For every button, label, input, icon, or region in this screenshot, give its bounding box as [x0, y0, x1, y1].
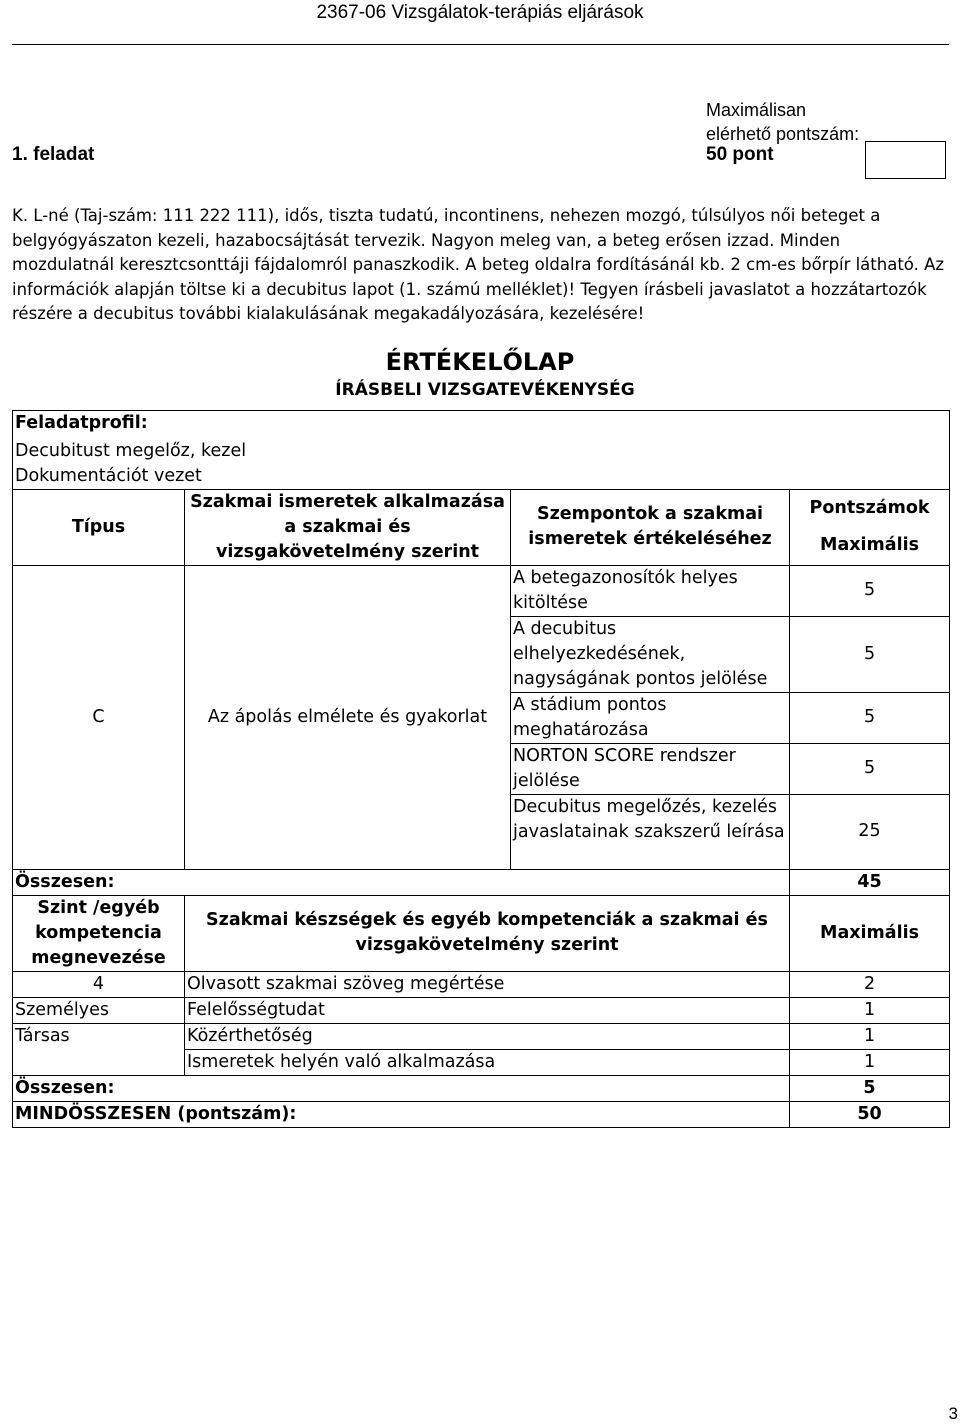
criteria-text: A stádium pontos meghatározása — [511, 692, 790, 743]
criteria-row — [13, 565, 950, 616]
knowledge-value: Az ápolás elmélete és gyakorlat — [185, 565, 511, 869]
profile-line: Dokumentációt vezet — [13, 464, 950, 490]
level-header: Szint /egyéb kompetencia megnevezése — [13, 895, 185, 971]
profile-label: Feladatprofil: — [13, 411, 950, 439]
criteria-points: 5 — [790, 743, 950, 794]
skills-max-header: Maximális — [790, 895, 950, 971]
task-label: 1. feladat — [12, 144, 95, 165]
skill-row — [13, 1023, 950, 1049]
knowledge-header: Szakmai ismeretek alkalmazása a szakmai és vizsgakövetelmény szerint — [185, 489, 511, 565]
criteria-points: 5 — [790, 616, 950, 692]
header-divider — [12, 44, 949, 45]
skill-row — [13, 997, 950, 1023]
points-header: Pontszámok — [790, 489, 950, 527]
criteria-text: A betegazonosítók helyes kitöltése — [511, 565, 790, 616]
evaluation-table — [12, 410, 950, 1128]
criteria-text: Decubitus megelőzés, kezelés javaslatainak szakszerű leírása — [511, 794, 790, 869]
total-value: 45 — [790, 869, 950, 895]
total-row — [13, 869, 950, 895]
skill-row — [13, 1049, 950, 1075]
max-header: Maximális — [790, 527, 950, 565]
type-value: C — [13, 565, 185, 869]
skill-row — [13, 971, 950, 997]
skill-points: 1 — [790, 1049, 950, 1075]
task-description: K. L-né (Taj-szám: 111 222 111), idős, tiszta tudatú, incontinens, nehezen mozgó, túlsúlyos női beteget a belgyógyászaton kezeli, hazabocsájtását tervezik. Nagyon meleg van, a beteg erősen izzad. Minden mozdulatnál keresztcsonttáji fájdalomról panaszkodik. A beteg oldalra fordításánál kb. 2 cm-es bőrpír látható. Az információk alapján töltse ki a decubitus lapot (1. számú melléklet)! Tegyen írásbeli javaslatot a hozzátartozók részére a decubitus további kialakulásának megakadályozására, kezelésére! — [12, 206, 945, 323]
skills-header-row — [13, 895, 950, 971]
criteria-text: A decubitus elhelyezkedésének, nagyságának pontos jelölése — [511, 616, 790, 692]
skill-points: 1 — [790, 997, 950, 1023]
total-value: 5 — [790, 1075, 950, 1101]
profile-row — [13, 439, 950, 464]
sheet-title: ÉRTÉKELŐLAP — [385, 348, 575, 376]
total-label: Összesen: — [13, 869, 790, 895]
criteria-points: 5 — [790, 692, 950, 743]
criteria-points: 5 — [790, 565, 950, 616]
skill-points: 1 — [790, 1023, 950, 1049]
profile-row — [13, 464, 950, 490]
skills-header: Szakmai készségek és egyéb kompetenciák a szakmai és vizsgakövetelmény szerint — [185, 895, 790, 971]
grand-total-label: MINDÖSSZESEN (pontszám): — [13, 1101, 790, 1127]
sheet-subtitle: ÍRÁSBELI VIZSGATEVÉKENYSÉG — [335, 380, 635, 400]
criteria-points: 25 — [790, 794, 950, 869]
score-entry-box[interactable] — [865, 141, 946, 179]
page-number: 3 — [948, 1404, 958, 1423]
grand-total-value: 50 — [790, 1101, 950, 1127]
max-points-value: 50 pont — [706, 144, 774, 165]
skill-level: 4 — [13, 971, 185, 997]
total-label: Összesen: — [13, 1075, 790, 1101]
skill-text: Felelősségtudat — [185, 997, 790, 1023]
type-header: Típus — [13, 489, 185, 565]
skill-text: Ismeretek helyén való alkalmazása — [185, 1049, 790, 1075]
criteria-text: NORTON SCORE rendszer jelölése — [511, 743, 790, 794]
criteria-header: Szempontok a szakmai ismeretek értékeléséhez — [511, 489, 790, 565]
page-header-title: 2367-06 Vizsgálatok-terápiás eljárások — [316, 2, 644, 23]
skill-level — [13, 1049, 185, 1075]
skill-level: Személyes — [13, 997, 185, 1023]
header-row — [13, 489, 950, 527]
skill-points: 2 — [790, 971, 950, 997]
grand-total-row — [13, 1101, 950, 1127]
skill-text: Közérthetőség — [185, 1023, 790, 1049]
max-points-label: Maximálisan elérhető pontszám: — [706, 100, 860, 144]
profile-label-row — [13, 411, 950, 439]
total-row — [13, 1075, 950, 1101]
skill-text: Olvasott szakmai szöveg megértése — [185, 971, 790, 997]
profile-line: Decubitust megelőz, kezel — [13, 439, 950, 464]
skill-level: Társas — [13, 1023, 185, 1049]
